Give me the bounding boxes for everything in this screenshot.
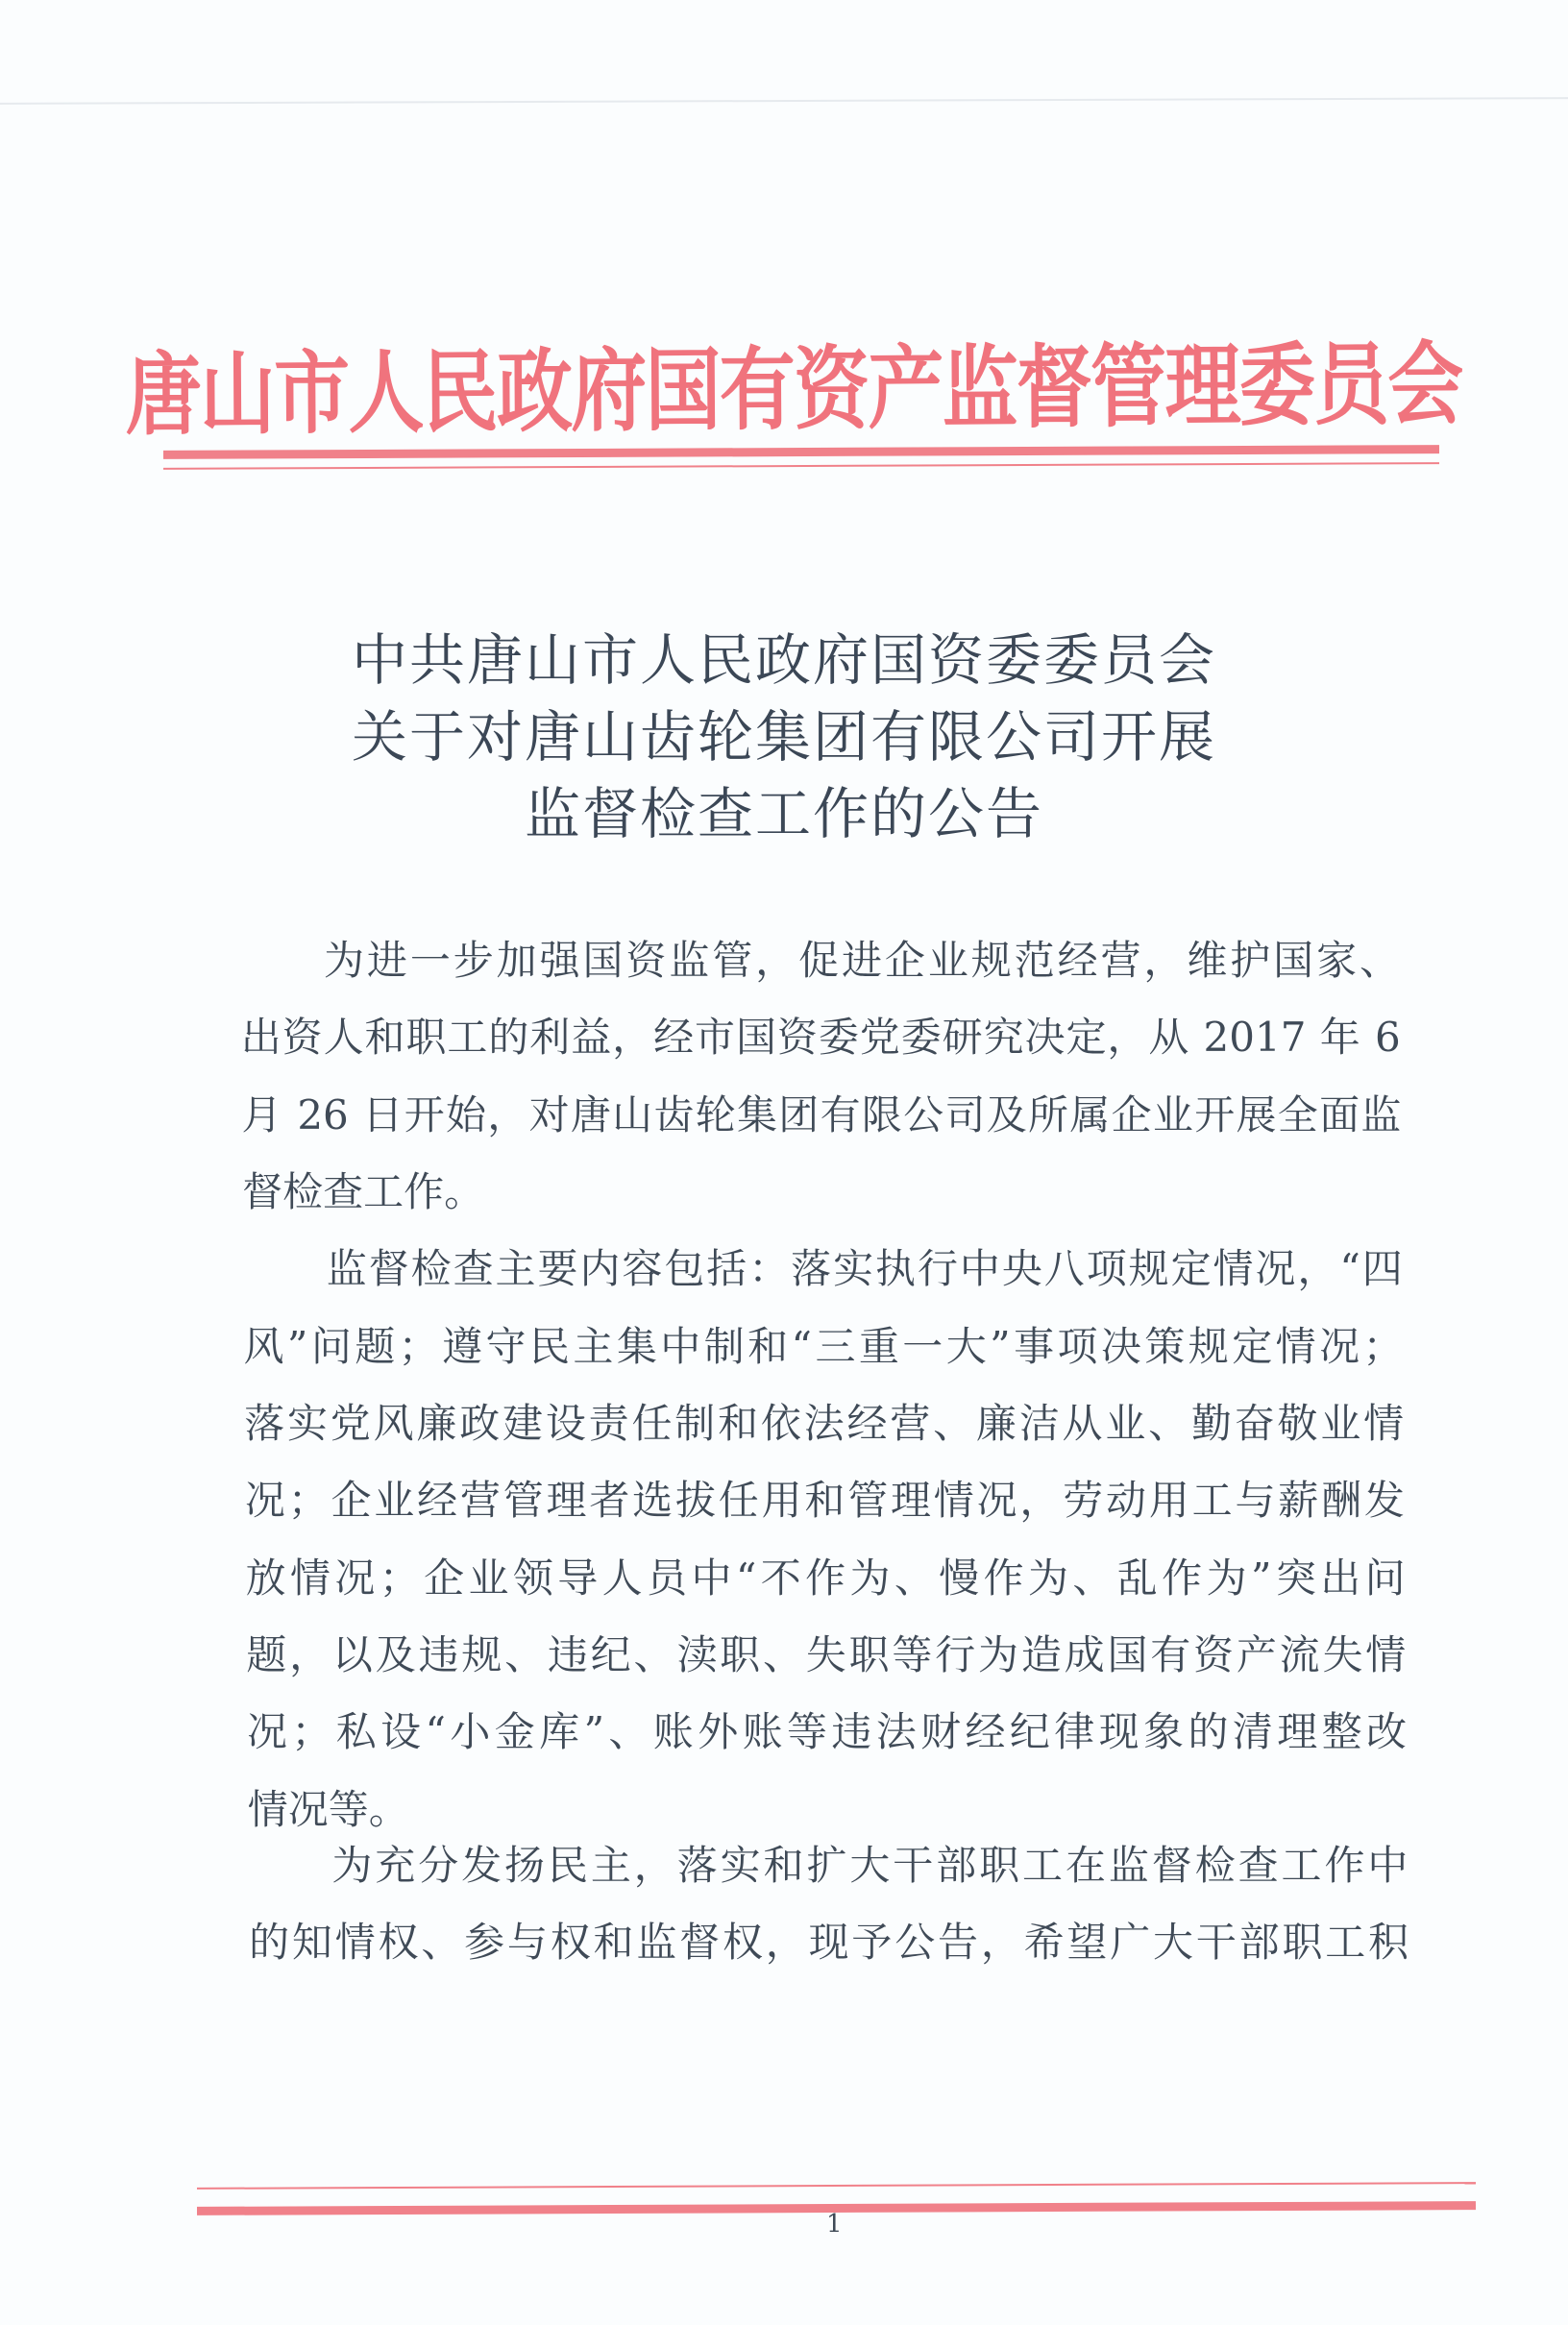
document-title-line-1: 中共唐山市人民政府国资委委员会 — [351, 627, 1216, 693]
body-text-line: 落实党风廉政建设责任制和依法经营、廉洁从业、勤奋敬业情 — [244, 1400, 1405, 1447]
body-text-line: 况；企业经营管理者选拔任用和管理情况，劳动用工与薪酬发 — [244, 1477, 1405, 1524]
body-text-line: 月 26 日开始，对唐山齿轮集团有限公司及所属企业开展全面监 — [241, 1091, 1402, 1138]
footer-rule-thin — [197, 2182, 1476, 2190]
body-text-line: 为进一步加强国资监管，促进企业规范经营，维护国家、 — [324, 937, 1400, 984]
body-text-line: 为充分发扬民主，落实和扩大干部职工在监督检查工作中 — [331, 1842, 1409, 1889]
body-text-line: 题，以及违规、违纪、渎职、失职等行为造成国有资产流失情 — [246, 1631, 1407, 1678]
document-title-line-2: 关于对唐山齿轮集团有限公司开展 — [351, 704, 1216, 770]
body-text-line: 的知情权、参与权和监督权，现予公告，希望广大干部职工积 — [249, 1919, 1409, 1966]
masthead-organization-name: 唐山市人民政府国有资产监督管理委员会 — [125, 332, 1462, 449]
scan-page-edge — [0, 97, 1568, 105]
body-text-line: 督检查工作。 — [242, 1168, 485, 1215]
body-text-line: 况；私设“小金库”、账外账等违法财经纪律现象的清理整改 — [247, 1708, 1407, 1755]
document-title-line-3: 监督检查工作的公告 — [524, 781, 1043, 846]
masthead-rule-thin — [163, 462, 1439, 470]
body-text-line: 出资人和职工的利益，经市国资委党委研究决定，从 2017 年 6 — [240, 1014, 1401, 1061]
body-text-line: 情况等。 — [247, 1786, 409, 1833]
body-text-line: 风”问题；遵守民主集中制和“三重一大”事项决策规定情况； — [243, 1323, 1404, 1370]
page-number: 1 — [826, 2210, 843, 2239]
body-text-line: 放情况；企业领导人员中“不作为、慢作为、乱作为”突出问 — [245, 1554, 1406, 1602]
body-text-line: 监督检查主要内容包括：落实执行中央八项规定情况，“四 — [326, 1245, 1403, 1292]
